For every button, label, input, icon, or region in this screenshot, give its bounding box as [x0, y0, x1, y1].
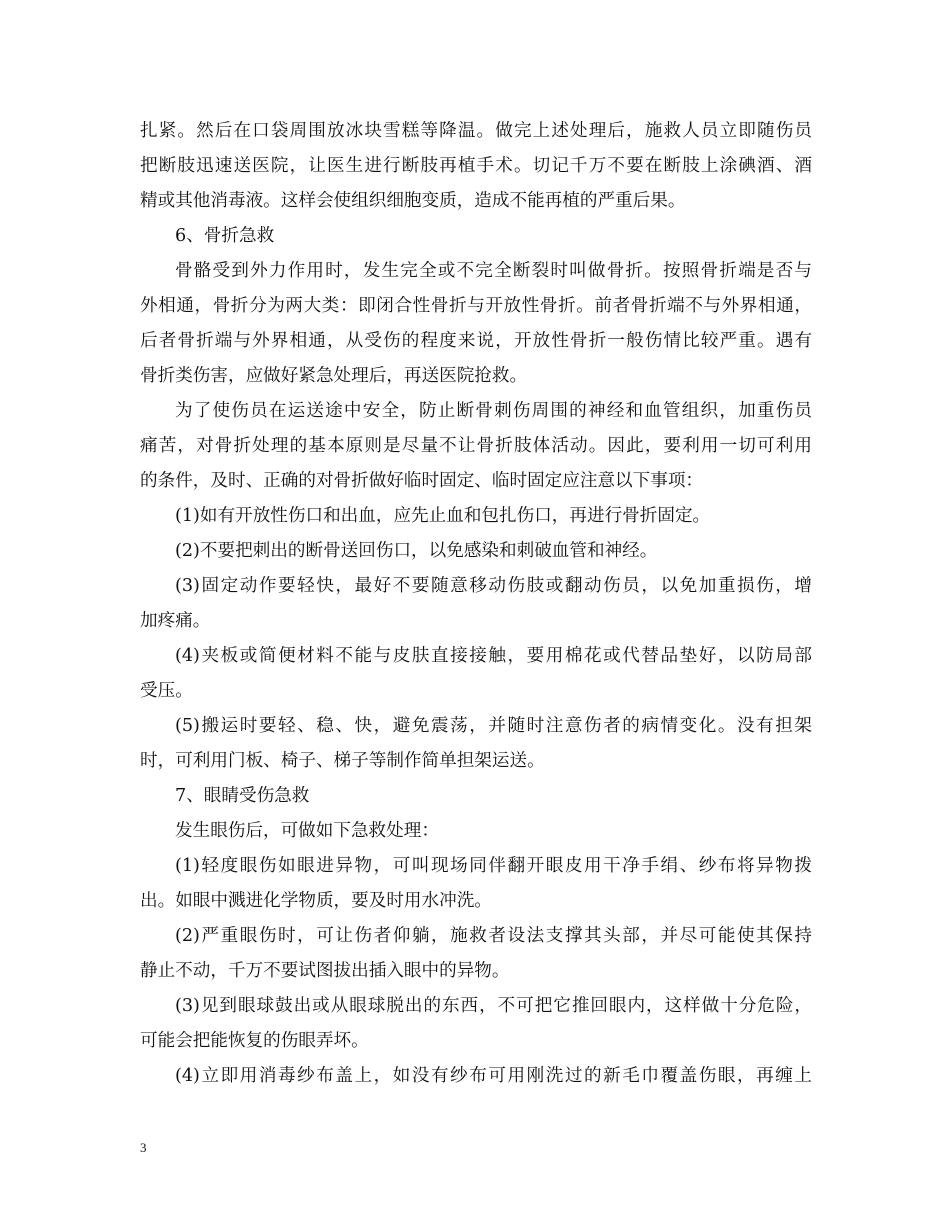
list-item: (3)见到眼球鼓出或从眼球脱出的东西，不可把它推回眼内，这样做十分危险，	[175, 996, 812, 1016]
list-item: (4)立即用消毒纱布盖上，如没有纱布可用刚洗过的新毛巾覆盖伤眼，再缠上	[175, 1066, 812, 1086]
text-line: 把断肢迅速送医院，让医生进行断肢再植手术。切记千万不要在断肢上涂碘酒、酒	[140, 156, 812, 176]
text-line: 骨折类伤害，应做好紧急处理后，再送医院抢救。	[140, 366, 528, 386]
text-line: 发生眼伤后，可做如下急救处理：	[175, 821, 439, 841]
text-line: 精或其他消毒液。这样会使组织细胞变质，造成不能再植的严重后果。	[140, 191, 686, 211]
page-number: 3	[140, 1140, 147, 1155]
text-line: 后者骨折端与外界相通，从受伤的程度来说，开放性骨折一般伤情比较严重。遇有	[140, 331, 812, 351]
list-item: (5)搬运时要轻、稳、快，避免震荡，并随时注意伤者的病情变化。没有担架	[175, 716, 812, 736]
list-item: (1)如有开放性伤口和出血，应先止血和包扎伤口，再进行骨折固定。	[175, 506, 711, 526]
text-line: 为了使伤员在运送途中安全，防止断骨刺伤周围的神经和血管组织，加重伤员	[175, 401, 812, 421]
text-line: 加疼痛。	[140, 611, 211, 631]
text-line: 外相通，骨折分为两大类：即闭合性骨折与开放性骨折。前者骨折端不与外界相通，	[140, 296, 812, 316]
text-line: 静止不动，千万不要试图拔出插入眼中的异物。	[140, 961, 510, 981]
text-line: 时，可利用门板、椅子、梯子等制作简单担架运送。	[140, 751, 545, 771]
body-text	[140, 114, 812, 1094]
list-item: (2)不要把刺出的断骨送回伤口，以免感染和刺破血管和神经。	[175, 541, 658, 561]
text-line: 痛苦，对骨折处理的基本原则是尽量不让骨折肢体活动。因此，要利用一切可利用	[140, 436, 812, 456]
text-line: 扎紧。然后在口袋周围放冰块雪糕等降温。做完上述处理后，施救人员立即随伤员	[140, 121, 812, 141]
list-item: (4)夹板或简便材料不能与皮肤直接接触，要用棉花或代替品垫好，以防局部	[175, 646, 812, 666]
text-line: 可能会把能恢复的伤眼弄坏。	[140, 1031, 369, 1051]
list-item: (2)严重眼伤时，可让伤者仰躺，施救者设法支撑其头部，并尽可能使其保持	[175, 926, 812, 946]
section-heading: 6、骨折急救	[175, 226, 275, 246]
text-line: 骨骼受到外力作用时，发生完全或不完全断裂时叫做骨折。按照骨折端是否与	[175, 261, 812, 281]
list-item: (1)轻度眼伤如眼进异物，可叫现场同伴翻开眼皮用干净手绢、纱布将异物拨	[175, 856, 812, 876]
text-line: 的条件，及时、正确的对骨折做好临时固定、临时固定应注意以下事项：	[140, 471, 704, 491]
text-line: 受压。	[140, 681, 193, 701]
text-line: 出。如眼中溅进化学物质，要及时用水冲洗。	[140, 891, 492, 911]
list-item: (3)固定动作要轻快，最好不要随意移动伤肢或翻动伤员，以免加重损伤，增	[175, 576, 812, 596]
section-heading: 7、眼睛受伤急救	[175, 786, 310, 806]
